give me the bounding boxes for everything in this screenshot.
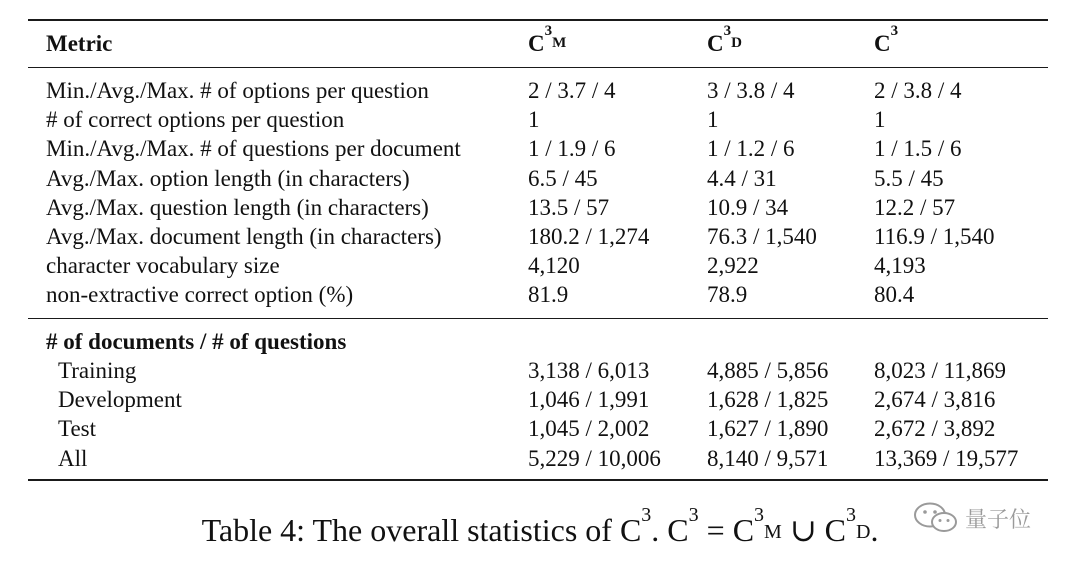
row-value-m: 1,045 / 2,002 [528,416,650,442]
row-value-all: 2,672 / 3,892 [874,416,996,442]
table-top-rule [28,19,1048,21]
row-value-m: 4,120 [528,253,580,279]
header-rule [28,67,1048,68]
row-value-m: 2 / 3.7 / 4 [528,78,616,103]
row-value-d: 1 [707,107,719,133]
row-value-m: 5,229 / 10,006 [528,445,661,471]
row-value-all: 12.2 / 57 [874,194,956,220]
table-bottom-rule [28,479,1048,481]
row-value-d: 2,922 [707,253,759,279]
header-c3m: $C^3_M$ [528,23,567,56]
row-metric-label: non-extractive correct option (%) [46,282,354,308]
row-value-m: 81.9 [528,282,569,308]
header-metric: Metric [46,31,113,56]
wechat-icon [913,501,959,535]
row-metric-label: character vocabulary size [46,253,280,279]
row-metric-label: Development [58,387,182,413]
row-metric-label: Min./Avg./Max. # of questions per document [46,136,461,162]
row-metric-label: Avg./Max. option length (in characters) [46,165,410,191]
header-c3d: $C^3_D$ [707,23,742,56]
row-value-d: 1,627 / 1,890 [707,416,829,442]
row-value-m: 13.5 / 57 [528,194,610,220]
row-value-m: 1,046 / 1,991 [528,387,650,413]
row-value-all: 2,674 / 3,816 [874,387,996,413]
row-value-d: 78.9 [707,282,748,308]
row-value-all: 13,369 / 19,577 [874,445,1019,471]
row-value-d: 1 / 1.2 / 6 [707,136,795,162]
section-rule [28,318,1048,319]
row-value-all: 2 / 3.8 / 4 [874,78,962,103]
row-value-d: 8,140 / 9,571 [707,445,829,471]
row-value-all: 116.9 / 1,540 [874,224,995,249]
table-caption: Table 4: The overall statistics of $C^3$. $C^3 = C^3_M$ ∪ $C^3_D$. [201,504,879,548]
section2-title: # of documents / # of questions [46,329,347,354]
row-value-m: 1 [528,107,540,133]
row-value-all: 80.4 [874,282,915,308]
row-value-d: 10.9 / 34 [707,194,789,220]
row-value-all: 1 [874,107,886,133]
row-value-m: 3,138 / 6,013 [528,358,650,383]
row-value-all: 8,023 / 11,869 [874,358,1007,383]
row-metric-label: Test [58,416,96,442]
row-value-d: 1,628 / 1,825 [707,387,829,413]
row-metric-label: All [58,445,88,471]
row-metric-label: Training [58,358,137,383]
row-metric-label: Avg./Max. document length (in characters) [46,224,442,249]
row-value-m: 6.5 / 45 [528,165,598,191]
row-metric-label: # of correct options per question [46,107,345,133]
row-value-m: 1 / 1.9 / 6 [528,136,616,162]
watermark [913,500,1031,536]
row-value-all: 1 / 1.5 / 6 [874,136,962,162]
row-value-d: 76.3 / 1,540 [707,224,817,249]
row-value-d: 3 / 3.8 / 4 [707,78,795,103]
row-value-all: 5.5 / 45 [874,165,944,191]
header-c3: $C^3$ [874,23,899,56]
row-metric-label: Min./Avg./Max. # of options per question [46,78,429,103]
row-value-m: 180.2 / 1,274 [528,224,650,249]
watermark-text: 量子位 [965,507,1032,533]
row-value-d: 4.4 / 31 [707,165,777,191]
row-metric-label: Avg./Max. question length (in characters) [46,194,429,220]
row-value-d: 4,885 / 5,856 [707,358,829,383]
row-value-all: 4,193 [874,253,926,279]
